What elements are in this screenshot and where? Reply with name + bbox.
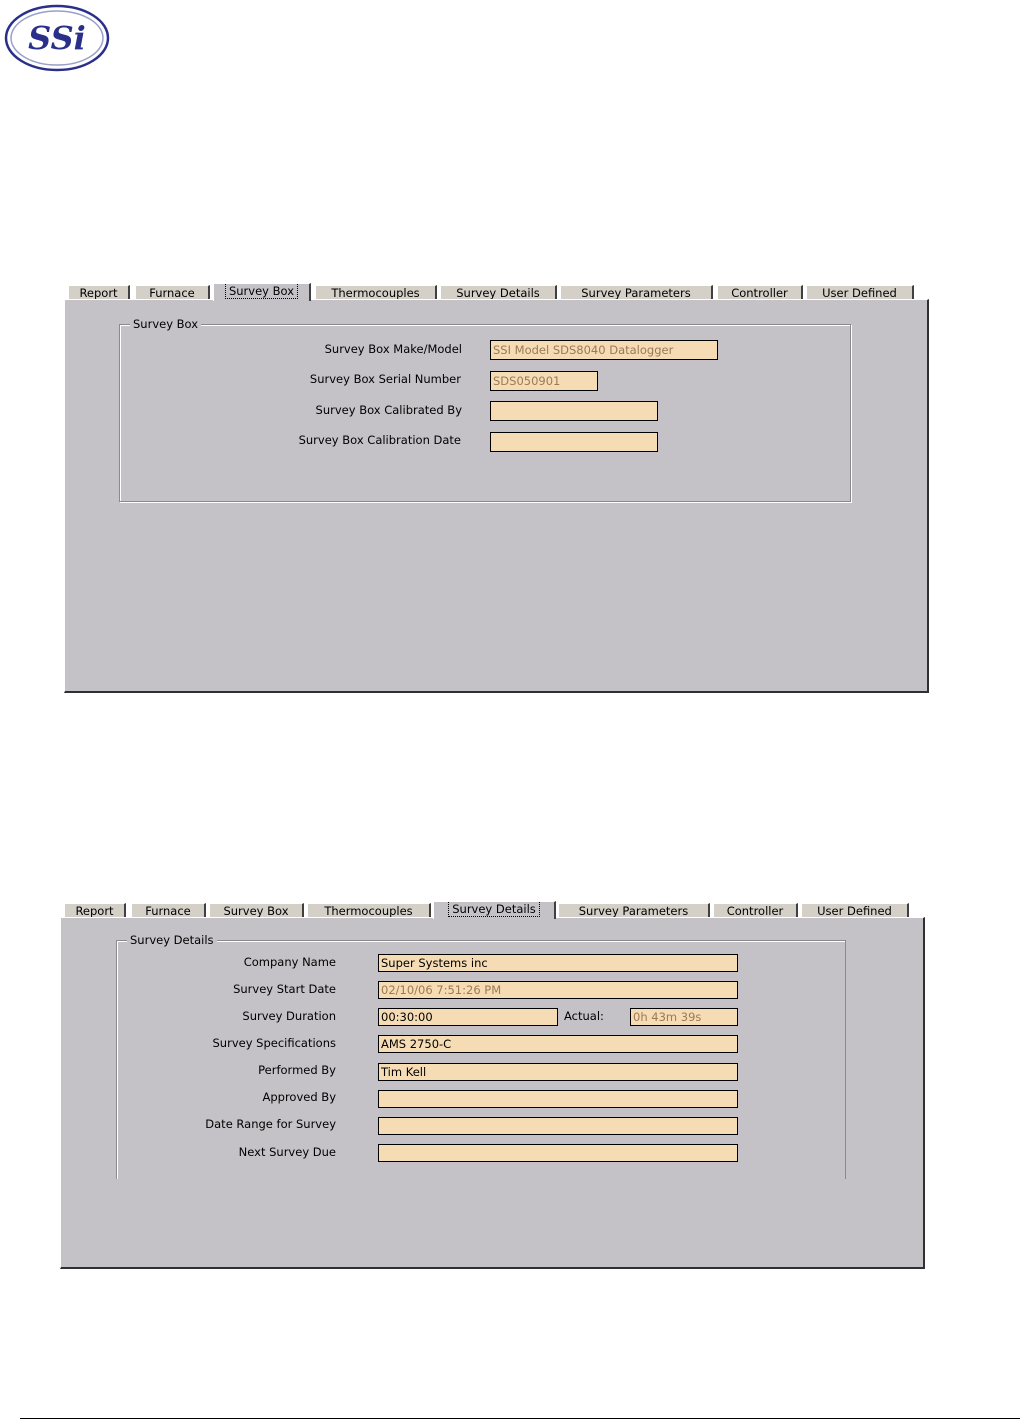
tab-survey-details[interactable]: Survey Details — [440, 285, 557, 299]
calibrated-by-label: Survey Box Calibrated By — [315, 403, 462, 417]
survey-box-panel — [64, 299, 929, 693]
actual-label: Actual: — [564, 1009, 604, 1023]
tab-survey-box[interactable]: Survey Box — [213, 283, 311, 301]
specifications-label: Survey Specifications — [212, 1036, 336, 1050]
duration-label: Survey Duration — [242, 1009, 336, 1023]
tab-survey-parameters[interactable]: Survey Parameters — [558, 903, 710, 917]
tab-user-defined[interactable]: User Defined — [806, 285, 914, 299]
calibrated-by-field[interactable] — [490, 401, 658, 421]
specifications-field[interactable] — [378, 1035, 738, 1053]
performed-by-label: Performed By — [258, 1063, 336, 1077]
start-date-label: Survey Start Date — [233, 982, 336, 996]
tab-furnace[interactable]: Furnace — [135, 285, 210, 299]
calibration-date-field[interactable] — [490, 432, 658, 452]
tab-furnace[interactable]: Furnace — [131, 903, 206, 917]
survey-box-group-title: Survey Box — [130, 317, 201, 331]
survey-box-group — [119, 317, 851, 502]
survey-details-group-title: Survey Details — [127, 933, 217, 947]
tab-thermocouples[interactable]: Thermocouples — [315, 285, 437, 299]
tab-thermocouples[interactable]: Thermocouples — [307, 903, 431, 917]
serial-number-field[interactable] — [490, 371, 598, 391]
performed-by-field[interactable] — [378, 1063, 738, 1081]
make-model-label: Survey Box Make/Model — [324, 342, 462, 356]
tab-controller[interactable]: Controller — [717, 285, 803, 299]
start-date-field[interactable] — [378, 981, 738, 999]
actual-field[interactable] — [630, 1008, 738, 1026]
tab-report[interactable]: Report — [68, 285, 130, 299]
company-name-field[interactable] — [378, 954, 738, 972]
company-name-label: Company Name — [243, 955, 336, 969]
next-survey-due-label: Next Survey Due — [238, 1145, 336, 1159]
ssi-logo — [4, 4, 110, 72]
tab-report[interactable]: Report — [64, 903, 126, 917]
date-range-field[interactable] — [378, 1117, 738, 1135]
tab-survey-parameters[interactable]: Survey Parameters — [560, 285, 713, 299]
tab-user-defined[interactable]: User Defined — [801, 903, 909, 917]
tab-controller[interactable]: Controller — [713, 903, 798, 917]
serial-number-label: Survey Box Serial Number — [309, 372, 461, 386]
survey-details-panel — [60, 917, 925, 1269]
calibration-date-label: Survey Box Calibration Date — [298, 433, 461, 447]
tab-survey-box[interactable]: Survey Box — [209, 903, 304, 917]
footer-rule — [20, 1418, 1020, 1419]
logo-text: SSi — [28, 19, 86, 57]
tab-survey-details[interactable]: Survey Details — [433, 901, 556, 919]
duration-field[interactable] — [378, 1008, 558, 1026]
approved-by-label: Approved By — [262, 1090, 336, 1104]
approved-by-field[interactable] — [378, 1090, 738, 1108]
make-model-field[interactable] — [490, 340, 718, 360]
ssi-logo-graphic — [4, 4, 110, 72]
date-range-label: Date Range for Survey — [205, 1117, 336, 1131]
next-survey-due-field[interactable] — [378, 1144, 738, 1162]
